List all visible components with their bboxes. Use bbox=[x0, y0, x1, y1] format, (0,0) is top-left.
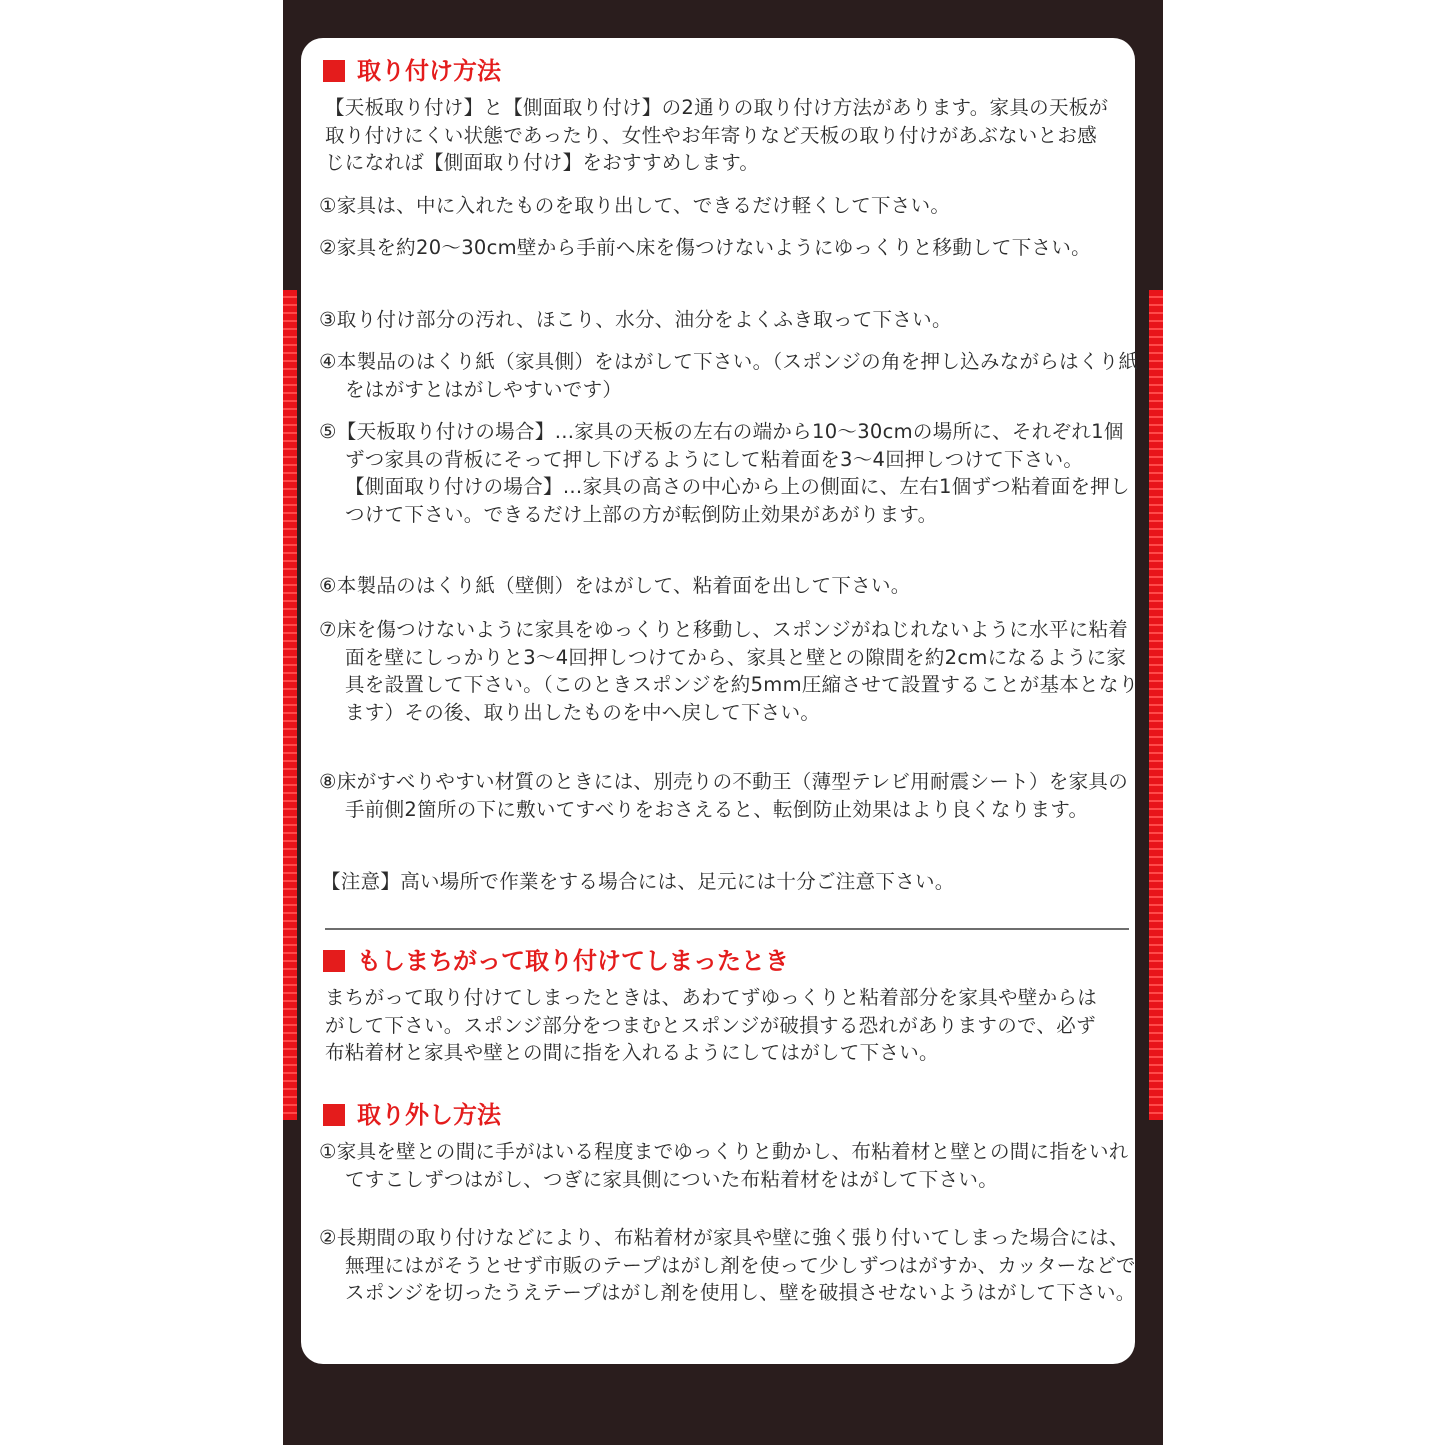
red-square-bullet-icon bbox=[323, 950, 345, 972]
instruction-card bbox=[301, 38, 1139, 1364]
installation-caution: 【注意】高い場所で作業をする場合には、足元には十分ご注意下さい。 bbox=[321, 870, 955, 893]
installation-step-3: ③取り付け部分の汚れ、ほこり、水分、油分をよくふき取って下さい。 bbox=[319, 308, 952, 331]
section-title-removal: 取り外し方法 bbox=[323, 1100, 501, 1130]
installation-step-1: ①家具は、中に入れたものを取り出して、できるだけ軽くして下さい。 bbox=[319, 194, 951, 217]
installation-step-6: ⑥本製品のはくり紙（壁側）をはがして、粘着面を出して下さい。 bbox=[319, 574, 911, 597]
installation-step-2: ②家具を約20～30cm壁から手前へ床を傷つけないようにゆっくりと移動して下さい。 bbox=[319, 236, 1091, 259]
instruction-panel bbox=[283, 0, 1163, 1445]
section-divider bbox=[325, 928, 1129, 930]
removal-step-2: ②長期間の取り付けなどにより、布粘着材が家具や壁に強く張り付いてしまった場合には、無理にはがそうとせず市販のテープはがし剤を使って少しずつはがすか、カッターなどでスポンジを切ったうえテープはがし剤を使用し、壁を破損させないようはがして下さい。 bbox=[319, 1226, 1136, 1304]
section-title-installation: 取り付け方法 bbox=[323, 56, 501, 86]
step-5-top-mount: ⑤【天板取り付けの場合】…家具の天板の左右の端から10～30cmの場所に、それぞれ1個ずつ家具の背板にそって押し下げるようにして粘着面を3～4回押しつけて下さい。 bbox=[319, 420, 1124, 471]
installation-step-4: ④本製品のはくり紙（家具側）をはがして下さい。（スポンジの角を押し込みながらはくり紙をはがすとはがしやすいです） bbox=[319, 350, 1139, 401]
red-square-bullet-icon bbox=[323, 1104, 345, 1126]
removal-step-1: ①家具を壁との間に手がはいる程度までゆっくりと動かし、布粘着材と壁との間に指をいれてすこしずつはがし、つぎに家具側についた布粘着材をはがして下さい。 bbox=[319, 1140, 1129, 1191]
installation-intro: 【天板取り付け】と【側面取り付け】の2通りの取り付け方法があります。家具の天板が取り付けにくい状態であったり、女性やお年寄りなど天板の取り付けがあぶないとお感じになれば【側面取り付け】をおすすめします。 bbox=[325, 96, 1109, 174]
installation-step-8: ⑧床がすべりやすい材質のときには、別売りの不動王（薄型テレビ用耐震シート）を家具の手前側2箇所の下に敷いてすべりをおさえると、転倒防止効果はより良くなります。 bbox=[319, 770, 1129, 821]
right-red-stripe bbox=[1149, 290, 1163, 1120]
left-red-stripe bbox=[283, 290, 297, 1120]
mistake-body: まちがって取り付けてしまったときは、あわてずゆっくりと粘着部分を家具や壁からはがして下さい。スポンジ部分をつまむとスポンジが破損する恐れがありますので、必ず布粘着材と家具や壁との間に指を入れるようにしてはがして下さい。 bbox=[325, 986, 1098, 1064]
step-5-side-mount: 【側面取り付けの場合】…家具の高さの中心から上の側面に、左右1個ずつ粘着面を押しつけて下さい。できるだけ上部の方が転倒防止効果があがります。 bbox=[345, 475, 1130, 526]
red-square-bullet-icon bbox=[323, 60, 345, 82]
installation-step-5 bbox=[319, 418, 1143, 528]
installation-step-7: ⑦床を傷つけないように家具をゆっくりと移動し、スポンジがねじれないように水平に粘着面を壁にしっかりと3～4回押しつけてから、家具と壁との隙間を約2cmになるように家具を設置して下さい。（このときスポンジを約5mm圧縮させて設置することが基本となります）その後、取り出したものを中へ戻して下さい。 bbox=[319, 618, 1139, 724]
section-title-mistake: もしまちがって取り付けてしまったとき bbox=[323, 946, 789, 976]
